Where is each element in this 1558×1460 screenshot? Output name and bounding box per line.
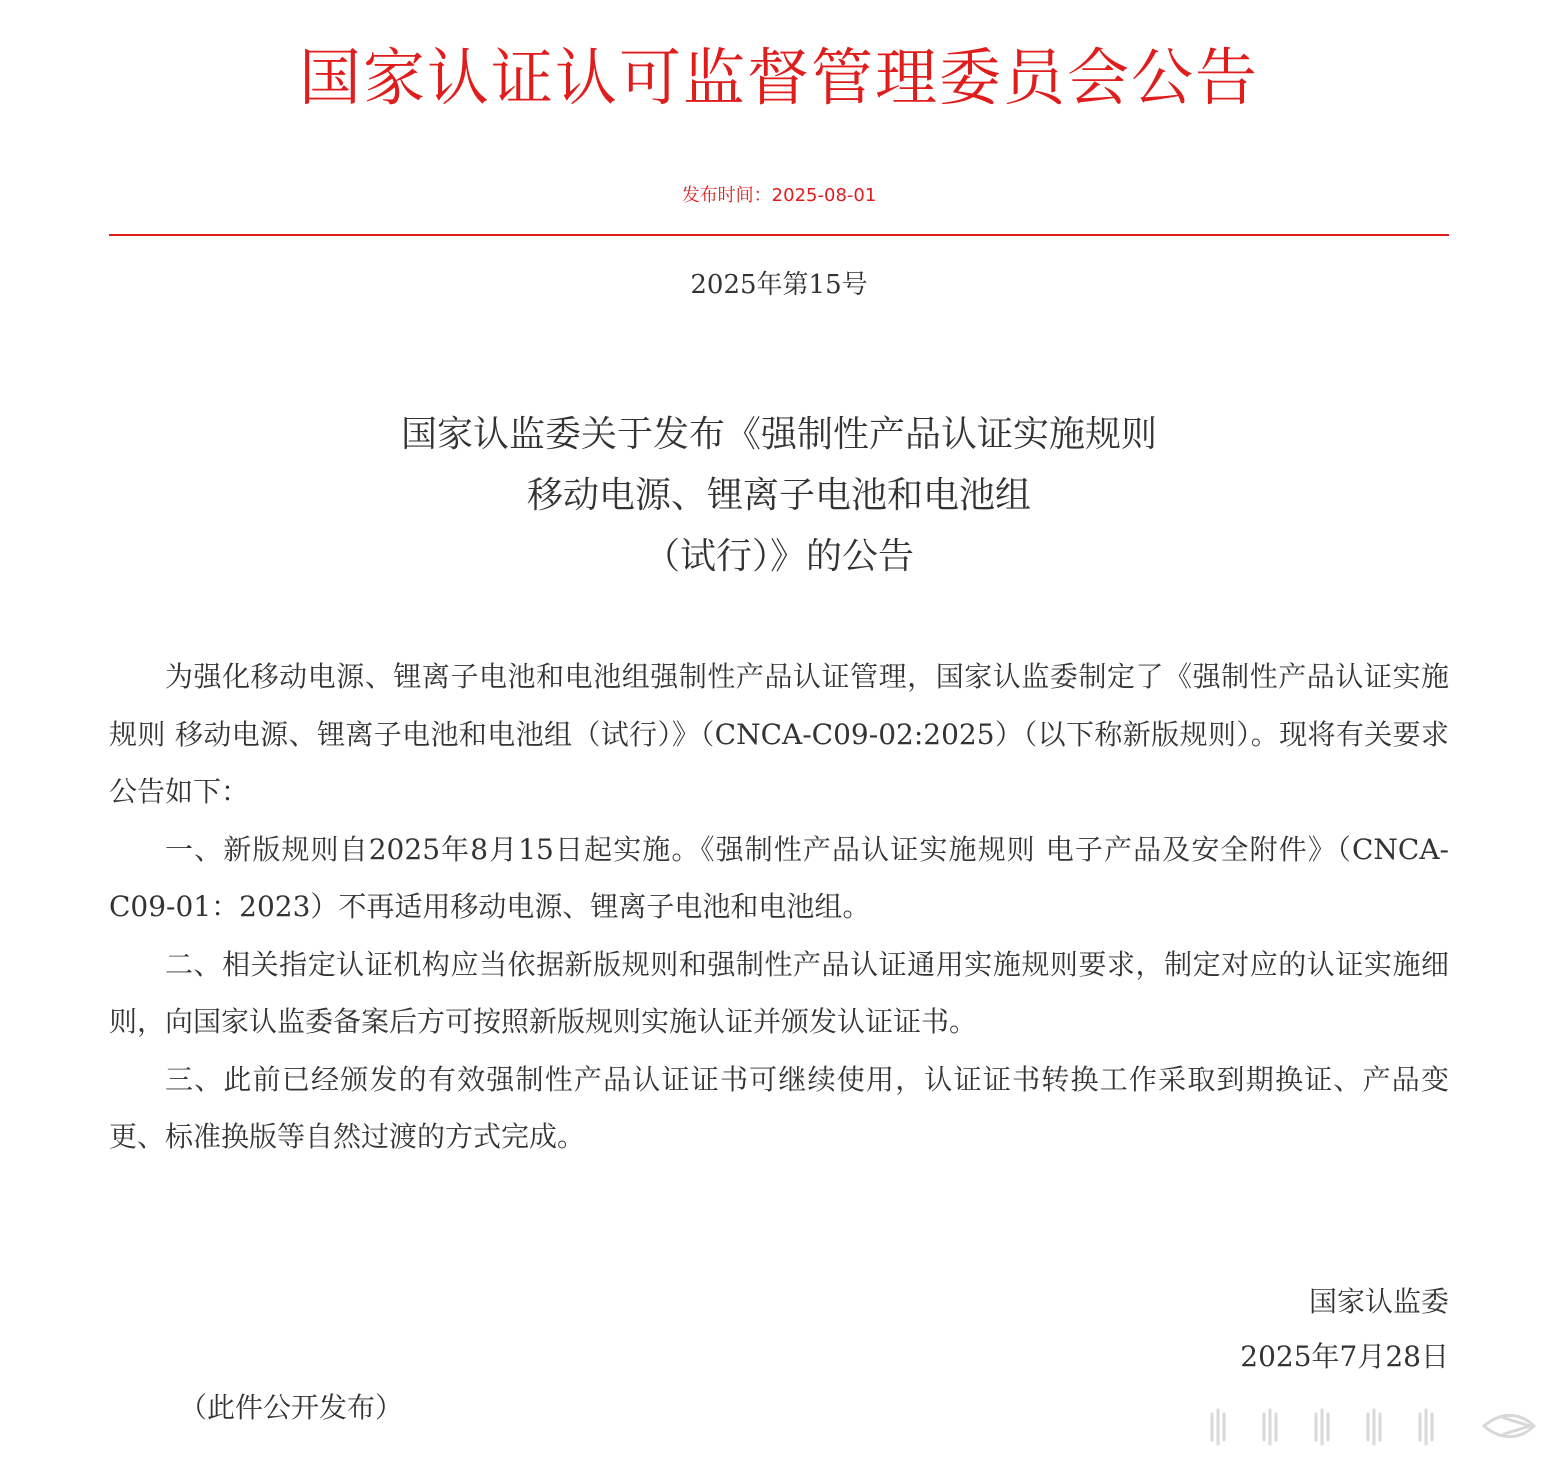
body-paragraph-intro: 为强化移动电源、锂离子电池和电池组强制性产品认证管理，国家认监委制定了《强制性产品认证实施规则 移动电源、锂离子电池和电池组（试行）》（CNCA-C09-02:2025）（以下称新版规则）。现将有关要求公告如下：: [109, 660, 1449, 808]
signature-org: 国家认监委: [1308, 1285, 1449, 1318]
document-body: [109, 648, 1449, 1166]
body-paragraph-item-1: 一、新版规则自2025年8月15日起实施。《强制性产品认证实施规则 电子产品及安全附件》（CNCA-C09-01：2023）不再适用移动电源、锂离子电池和电池组。: [109, 832, 1449, 923]
document-number: 2025年第15号: [690, 270, 868, 300]
document-title-line: 国家认监委关于发布《强制性产品认证实施规则: [400, 414, 1157, 455]
signature-date: 2025年7月28日: [1240, 1340, 1449, 1373]
document-title: [0, 404, 1558, 587]
body-paragraph-item-3: 三、此前已经颁发的有效强制性产品认证证书可继续使用，认证证书转换工作采取到期换证、产品变更、标准换版等自然过渡的方式完成。: [109, 1062, 1449, 1153]
signature-block: [1240, 1274, 1449, 1384]
document-title-line: （试行）》的公告: [643, 536, 914, 577]
body-paragraph-item-2: 二、相关指定认证机构应当依据新版规则和强制性产品认证通用实施规则要求，制定对应的认证实施细则，向国家认监委备案后方可按照新版规则实施认证并颁发认证证书。: [109, 947, 1449, 1038]
publication-note: （此件公开发布）: [179, 1391, 404, 1424]
publish-time: 发布时间：2025-08-01: [681, 185, 877, 206]
masthead-title: 国家认证认可监督管理委员会公告: [298, 41, 1259, 114]
document-title-line: 移动电源、锂离子电池和电池组: [526, 475, 1031, 516]
weibo-watermark-icon: [1204, 1404, 1544, 1448]
header-divider: [109, 234, 1449, 236]
